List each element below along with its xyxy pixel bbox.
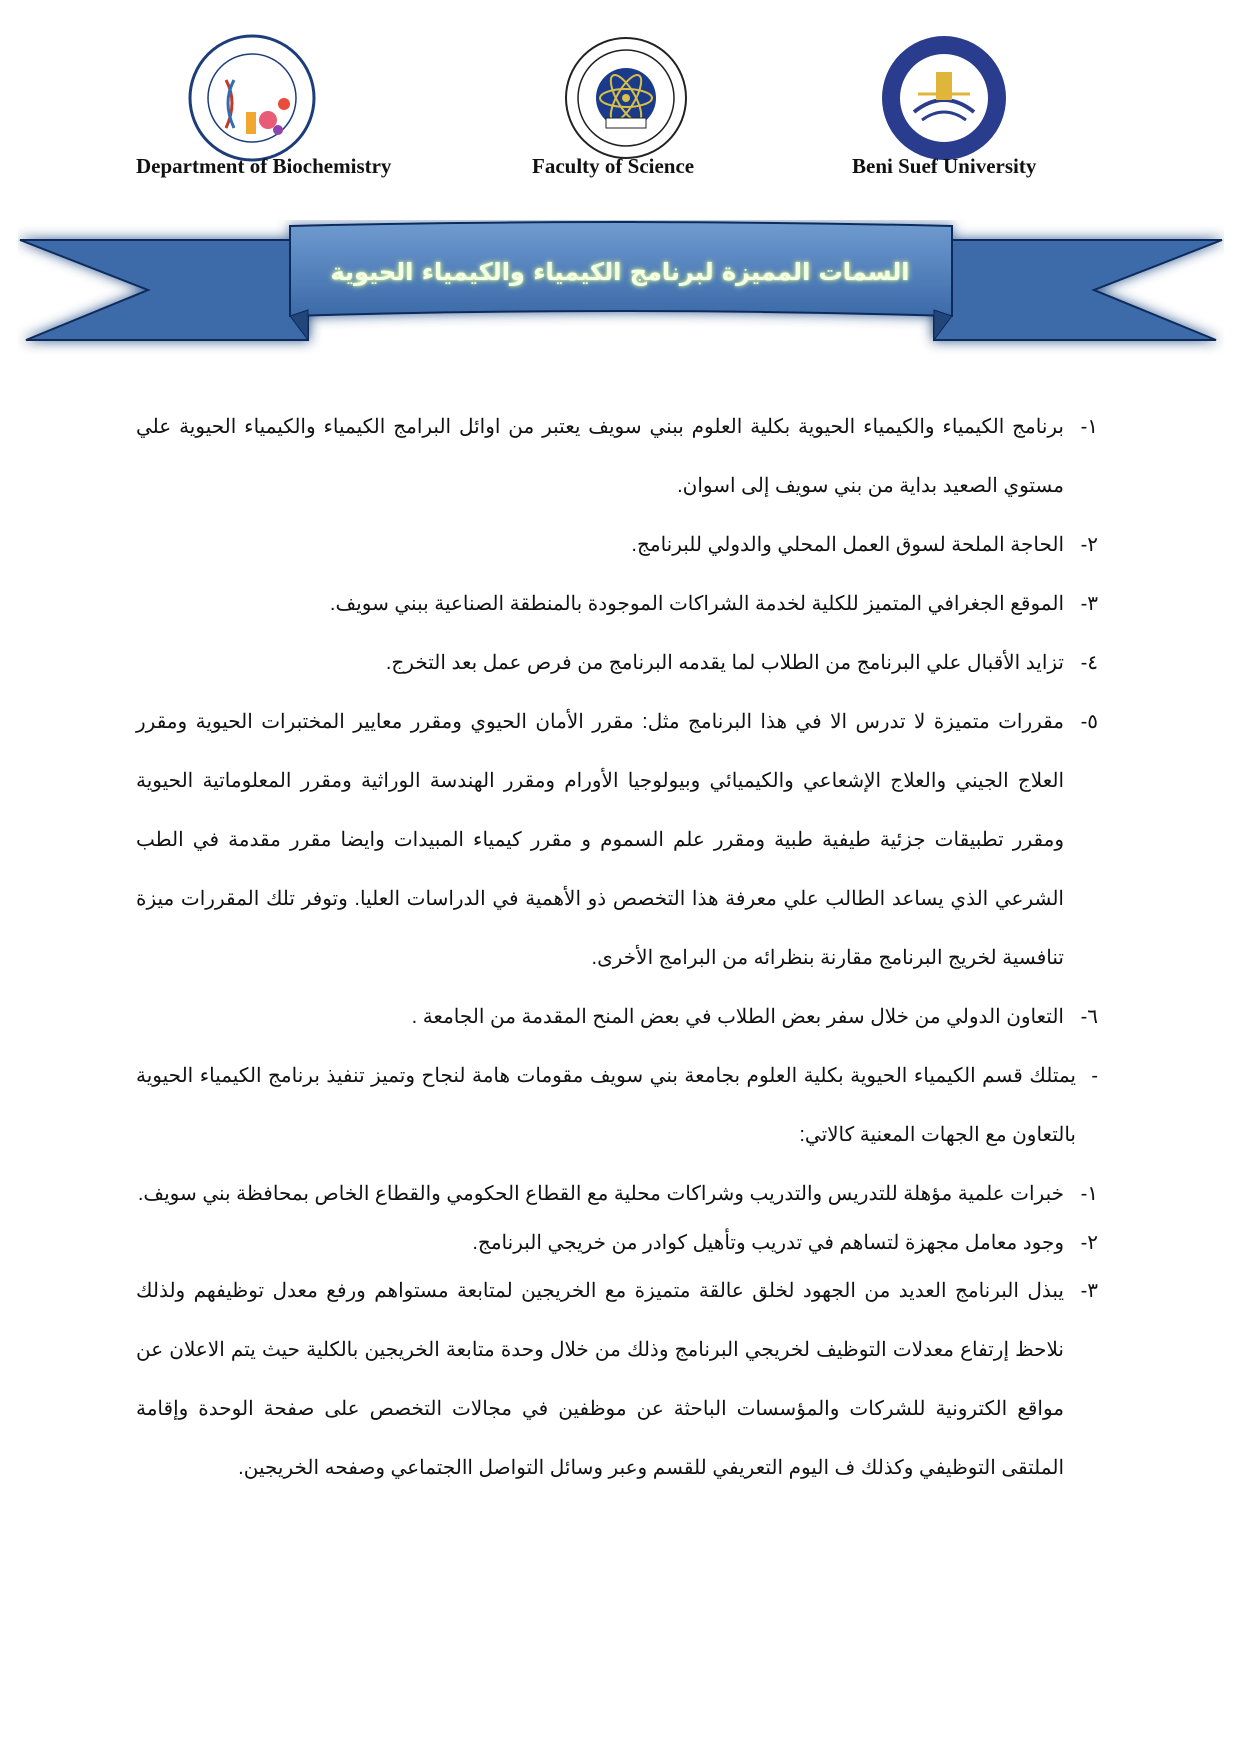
department-caption: Department of Biochemistry	[136, 154, 392, 178]
strength-item	[136, 1224, 1098, 1262]
feature-item	[136, 575, 1098, 634]
university-caption: Beni Suef University	[852, 154, 1037, 178]
department-intro	[136, 1047, 1098, 1165]
item-text: الموقع الجغرافي المتميز للكلية لخدمة الشراكات الموجودة بالمنطقة الصناعية ببني سويف.	[329, 593, 1064, 615]
feature-item	[136, 988, 1098, 1047]
item-text: مقررات متميزة لا تدرس الا في هذا البرنامج مثل: مقرر الأمان الحيوي ومقرر معايير المختبرات الحيوية ومقرر العلاج الجيني والعلاج الإشعاعي والكيميائي وبيولوجيا الأورام ومقرر الهندسة الوراثية ومقرر المعلوماتية الحيوية ومقرر تطبيقات جزئية طيفية طبية ومقرر علم السموم و مقرر كيمياء المبيدات وايضا مقرر مقدمة في الطب الشرعي الذي يساعد الطالب علي معرفة هذا التخصص ذو الأهمية في الدراسات العليا. وتوفر تلك المقررات ميزة تنافسية لخريج البرنامج مقارنة بنظرائه من البرامج الأخرى.	[136, 711, 1064, 969]
features-content	[136, 398, 1098, 1498]
strength-item	[136, 1165, 1098, 1224]
item-number: ٢-	[1080, 1232, 1098, 1254]
item-text: التعاون الدولي من خلال سفر بعض الطلاب في بعض المنح المقدمة من الجامعة .	[411, 1006, 1064, 1028]
feature-item	[136, 693, 1098, 988]
beni-suef-university-logo	[878, 32, 1010, 164]
item-text: برنامج الكيمياء والكيمياء الحيوية بكلية العلوم ببني سويف يعتبر من اوائل البرامج الكيمياء والكيمياء الحيوية علي مستوي الصعيد بداية من بني سويف إلى اسوان.	[136, 416, 1064, 497]
biochemistry-department-logo	[186, 32, 318, 164]
item-number: ٣-	[1080, 593, 1098, 615]
title-banner-ribbon	[18, 220, 1224, 380]
item-number: ٢-	[1080, 534, 1098, 556]
item-text: يبذل البرنامج العديد من الجهود لخلق عالقة متميزة مع الخريجين لمتابعة مستواهم ورفع معدل توظيفهم ولذلك نلاحظ إرتفاع معدلات التوظيف لخريجي البرنامج وذلك من خلال وحدة متابعة الخريجين بالكلية حيث يتم الاعلان عن مواقع الكترونية للشركات والمؤسسات الباحثة عن موظفين في مجالات التخصص على صفحة الوحدة وإقامة الملتقى التوظيفي وكذلك ف اليوم التعريفي للقسم وعبر وسائل التواصل االجتماعي وصفحه الخريجين.	[136, 1280, 1065, 1479]
item-text: خبرات علمية مؤهلة للتدريس والتدريب وشراكات محلية مع القطاع الحكومي والقطاع الخاص بمحافظة بني سويف.	[137, 1183, 1064, 1205]
banner-title: السمات المميزة لبرنامج الكيمياء والكيمياء الحيوية	[330, 258, 910, 286]
item-text: وجود معامل مجهزة لتساهم في تدريب وتأهيل كوادر من خريجي البرنامج.	[472, 1232, 1064, 1254]
item-number: ١-	[1080, 1183, 1098, 1205]
item-text: يمتلك قسم الكيمياء الحيوية بكلية العلوم بجامعة بني سويف مقومات هامة لنجاح وتميز تنفيذ برنامج الكيمياء الحيوية بالتعاون مع الجهات المعنية كالاتي:	[136, 1065, 1076, 1146]
strength-item	[136, 1262, 1098, 1498]
faculty-caption: Faculty of Science	[532, 154, 695, 178]
item-text: تزايد الأقبال علي البرنامج من الطلاب لما يقدمه البرنامج من فرص عمل بعد التخرج.	[385, 652, 1064, 674]
feature-item	[136, 516, 1098, 575]
faculty-of-science-logo	[560, 32, 692, 164]
item-text: الحاجة الملحة لسوق العمل المحلي والدولي للبرنامج.	[631, 534, 1064, 556]
feature-item	[136, 398, 1098, 516]
item-number: ١-	[1080, 416, 1098, 438]
item-number: ٤-	[1080, 652, 1098, 674]
item-number: ٦-	[1080, 1006, 1098, 1028]
item-number: ٣-	[1080, 1280, 1098, 1302]
item-number: ٥-	[1080, 711, 1098, 733]
feature-item	[136, 634, 1098, 693]
item-number: -	[1091, 1065, 1098, 1087]
